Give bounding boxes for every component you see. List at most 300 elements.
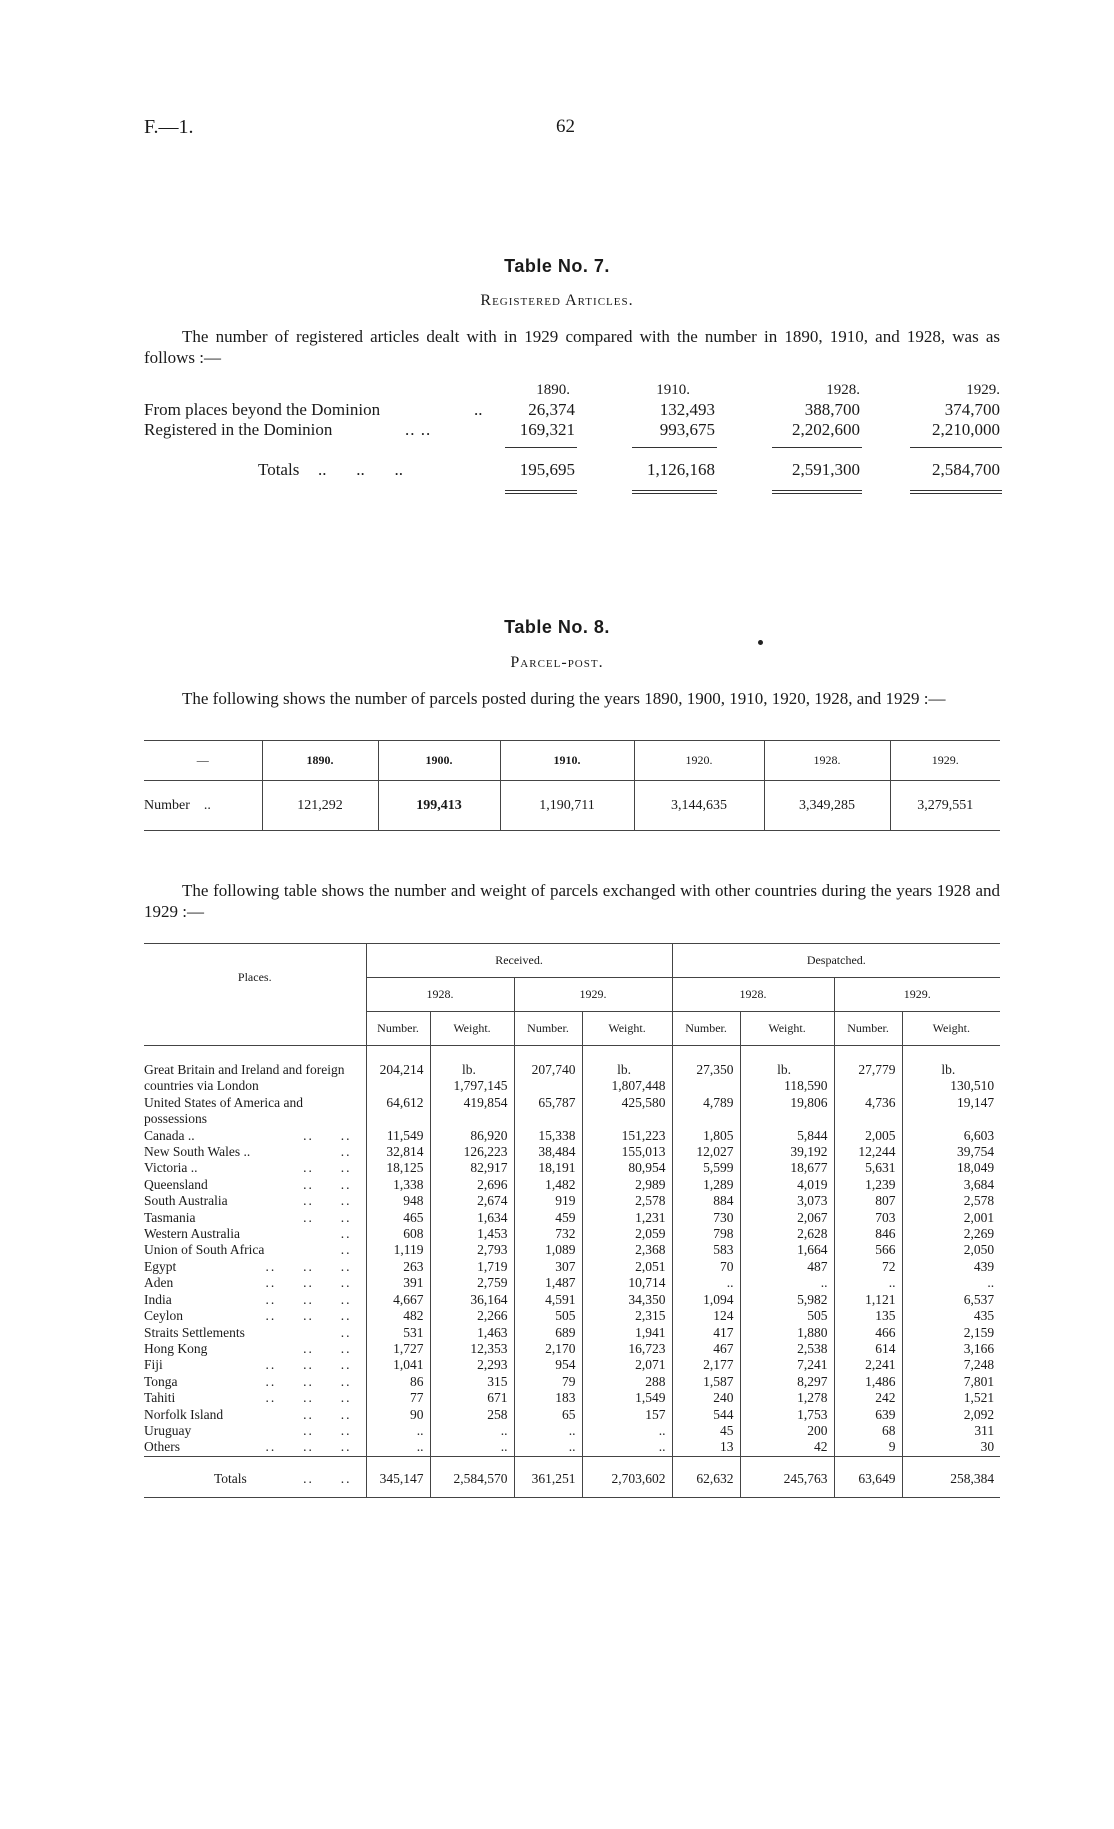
table-row — [144, 1259, 1000, 1275]
year-header: 1929. — [890, 741, 1000, 781]
row-leader: .. .. .. — [265, 1390, 352, 1406]
cell-value: 2,578 — [963, 1193, 995, 1209]
number-cell — [366, 1275, 430, 1291]
header-row — [144, 1012, 1000, 1046]
place-cell — [144, 1177, 366, 1193]
number-cell — [366, 1242, 430, 1258]
number-cell — [366, 1357, 430, 1373]
cell-value: 419,854 — [463, 1094, 508, 1110]
number-cell — [514, 1341, 582, 1357]
place-cell — [144, 1325, 366, 1341]
place-cell — [144, 1341, 366, 1357]
weight-cell — [582, 1407, 672, 1423]
place-cell — [144, 1226, 366, 1242]
cell-value: .. — [568, 1422, 576, 1438]
ink-dot — [758, 640, 763, 645]
cell-value: 7,248 — [963, 1357, 995, 1373]
cell-value: 39,192 — [790, 1144, 828, 1160]
weight-cell — [902, 1242, 1000, 1258]
cell-value: 391 — [403, 1275, 424, 1291]
place-name: Tahiti — [144, 1390, 176, 1406]
value-cell: 1,190,711 — [500, 781, 634, 831]
table8-subtitle: Parcel-post. — [510, 654, 604, 671]
cell-value: 4,736 — [865, 1094, 896, 1110]
number-cell — [834, 1275, 902, 1291]
cell-value: 307 — [555, 1258, 576, 1274]
total-cell: 245,763 — [740, 1456, 834, 1497]
cell-value: 1,634 — [477, 1209, 508, 1225]
cell-value: 2,293 — [477, 1357, 508, 1373]
total-cell: 258,384 — [902, 1456, 1000, 1497]
totals-label: Totals — [214, 1470, 247, 1486]
cell-1928: 2,202,600 — [792, 420, 860, 439]
year-1910: 1910. — [656, 382, 690, 398]
totals-label-cell — [144, 1456, 366, 1497]
weight-cell — [582, 1177, 672, 1193]
row-leader: .. .. — [303, 1422, 352, 1438]
cell-value: 2,071 — [635, 1357, 666, 1373]
number-cell — [366, 1193, 430, 1209]
cell-value: 1,797,145 — [453, 1078, 508, 1094]
weight-cell — [902, 1226, 1000, 1242]
cell-value: 151,223 — [621, 1127, 666, 1143]
weight-cell — [740, 1341, 834, 1357]
weight-cell — [740, 1144, 834, 1160]
weight-cell — [582, 1160, 672, 1176]
year-1929: 1929. — [966, 382, 1000, 398]
cell-value: 531 — [403, 1324, 424, 1340]
row-leader: .. .. .. — [265, 1291, 352, 1307]
cell-value: 1,453 — [477, 1226, 508, 1242]
weight-cell — [430, 1177, 514, 1193]
weight-cell — [902, 1128, 1000, 1144]
place-cell — [144, 1144, 366, 1160]
cell-value: 13 — [720, 1439, 734, 1455]
cell-value: 1,239 — [865, 1176, 896, 1192]
cell-value: 3,684 — [963, 1176, 995, 1192]
place-name: Hong Kong — [144, 1340, 208, 1356]
cell-value: 10,714 — [628, 1275, 666, 1291]
table7-year-header — [0, 380, 1114, 400]
cell-value: .. — [987, 1275, 995, 1291]
cell-value: 42 — [814, 1439, 828, 1455]
number-cell — [672, 1095, 740, 1128]
cell-value: 1,807,448 — [611, 1078, 666, 1094]
cell-value: 288 — [645, 1373, 666, 1389]
weight-cell — [902, 1439, 1000, 1456]
cell-value: 9 — [888, 1439, 896, 1455]
totals-label: Totals — [258, 460, 300, 479]
place-cell — [144, 1210, 366, 1226]
cell-value: 135 — [875, 1308, 896, 1324]
cell-value: 30 — [980, 1439, 995, 1455]
weight-cell — [740, 1193, 834, 1209]
number-cell — [514, 1095, 582, 1128]
despatched-header: Despatched. — [672, 944, 1000, 978]
totals-leader: .. .. .. — [318, 460, 403, 479]
place-cell — [144, 1193, 366, 1209]
total-1910: 1,126,168 — [647, 460, 715, 479]
weight-cell — [582, 1325, 672, 1341]
value-cell: 3,279,551 — [890, 781, 1000, 831]
number-cell — [366, 1325, 430, 1341]
cell-value: 27,779 — [858, 1062, 896, 1077]
row-leader: .. .. — [303, 1209, 352, 1225]
unit-label: lb. — [777, 1062, 791, 1077]
row-leader: .. .. — [303, 1127, 352, 1143]
cell-1890: 169,321 — [519, 420, 575, 439]
weight-cell — [740, 1275, 834, 1291]
cell-value: 1,941 — [635, 1324, 666, 1340]
cell-value: 38,484 — [538, 1144, 576, 1160]
cell-value: 80,954 — [628, 1160, 666, 1176]
place-cell — [144, 1095, 366, 1128]
cell-value: 7,241 — [797, 1357, 828, 1373]
number-cell — [514, 1390, 582, 1406]
row-leader: .. .. — [303, 1406, 352, 1422]
row-leader: .. .. — [303, 1160, 352, 1176]
weight-cell — [582, 1193, 672, 1209]
weight-cell — [430, 1439, 514, 1456]
table-row — [144, 1390, 1000, 1406]
cell-value: 1,805 — [703, 1127, 734, 1143]
cell-value: 482 — [403, 1308, 424, 1324]
weight-cell — [582, 1275, 672, 1291]
cell-value: 200 — [807, 1422, 828, 1438]
cell-value: 2,696 — [477, 1176, 508, 1192]
place-cell — [144, 1390, 366, 1406]
cell-value: .. — [658, 1422, 666, 1438]
weight-cell — [430, 1275, 514, 1291]
weight-cell — [430, 1341, 514, 1357]
places-header: Places. — [237, 970, 272, 985]
number-cell — [672, 1407, 740, 1423]
weight-cell — [902, 1095, 1000, 1128]
place-cell — [144, 1160, 366, 1176]
cell-value: 6,603 — [963, 1127, 995, 1143]
cell-value: 90 — [410, 1406, 424, 1422]
place-name: Tasmania — [144, 1209, 196, 1225]
cell-value: 207,740 — [531, 1062, 576, 1077]
cell-value: 1,278 — [797, 1390, 828, 1406]
row-leader: .. .. — [303, 1193, 352, 1209]
number-cell — [672, 1341, 740, 1357]
number-cell — [366, 1144, 430, 1160]
cell-value: 2,793 — [477, 1242, 508, 1258]
year-1928: 1928. — [826, 382, 860, 398]
weight-cell — [582, 1210, 672, 1226]
cell-value: 2,538 — [797, 1340, 828, 1356]
cell-value: .. — [658, 1439, 666, 1455]
row-label — [144, 781, 262, 831]
table7-intro-text: The number of registered articles dealt with in 1929 compared with the number in 1890, 1910, and 1928, was as follows :— — [144, 327, 1000, 367]
place-name: Fiji — [144, 1357, 163, 1373]
cell-value: 1,482 — [545, 1176, 576, 1192]
corner-cell: — — [196, 753, 209, 767]
place-cell — [144, 1308, 366, 1324]
weight-cell — [902, 1259, 1000, 1275]
table-row — [144, 1357, 1000, 1373]
cell-value: 18,125 — [386, 1160, 424, 1176]
weight-cell — [902, 1144, 1000, 1160]
cell-value: 68 — [882, 1422, 896, 1438]
total-cell: 2,584,570 — [430, 1456, 514, 1497]
place-cell — [144, 1439, 366, 1456]
year-header: 1929. — [834, 978, 1000, 1012]
number-cell — [514, 1292, 582, 1308]
cell-value: 86 — [410, 1373, 424, 1389]
weight-cell — [902, 1177, 1000, 1193]
number-cell — [366, 1128, 430, 1144]
cell-value: 1,880 — [797, 1324, 828, 1340]
cell-value: 242 — [875, 1390, 896, 1406]
weight-cell — [582, 1439, 672, 1456]
cell-value: 2,067 — [797, 1209, 828, 1225]
weight-cell — [902, 1407, 1000, 1423]
weight-cell — [902, 1292, 1000, 1308]
cell-value: 417 — [713, 1324, 734, 1340]
number-cell — [834, 1308, 902, 1324]
weight-header: Weight. — [430, 1012, 514, 1046]
weight-cell — [430, 1308, 514, 1324]
table7-row — [0, 400, 1114, 420]
cell-value: 639 — [875, 1406, 896, 1422]
number-cell — [514, 1259, 582, 1275]
cell-value: 505 — [807, 1308, 828, 1324]
weight-cell — [902, 1275, 1000, 1291]
year-header: 1928. — [366, 978, 514, 1012]
weight-cell — [582, 1390, 672, 1406]
cell-value: 1,549 — [635, 1390, 666, 1406]
place-cell — [144, 1374, 366, 1390]
weight-cell — [430, 1357, 514, 1373]
weight-header: Weight. — [740, 1012, 834, 1046]
cell-value: 608 — [403, 1226, 424, 1242]
place-name: Aden — [144, 1275, 174, 1291]
number-cell — [514, 1439, 582, 1456]
cell-value: 465 — [403, 1209, 424, 1225]
cell-value: 1,089 — [545, 1242, 576, 1258]
weight-cell — [430, 1407, 514, 1423]
cell-value: 730 — [713, 1209, 734, 1225]
table8-intro — [144, 688, 1000, 709]
cell-value: 2,269 — [963, 1226, 995, 1242]
place-name: Norfolk Island — [144, 1406, 224, 1422]
cell-value: 183 — [555, 1390, 576, 1406]
table-row — [144, 1193, 1000, 1209]
cell-value: 155,013 — [621, 1144, 666, 1160]
unit-label: lb. — [941, 1062, 956, 1077]
cell-value: 19,806 — [790, 1094, 828, 1110]
cell-value: 1,463 — [477, 1324, 508, 1340]
cell-value: .. — [500, 1439, 508, 1455]
cell-value: 5,631 — [865, 1160, 896, 1176]
cell-value: 72 — [882, 1258, 896, 1274]
cell-value: 263 — [403, 1258, 424, 1274]
number-cell — [834, 1144, 902, 1160]
number-header: Number. — [834, 1012, 902, 1046]
cell-value: 4,591 — [545, 1291, 576, 1307]
weight-cell — [902, 1325, 1000, 1341]
weight-cell — [740, 1242, 834, 1258]
cell-value: 1,289 — [703, 1176, 734, 1192]
cell-value: .. — [726, 1275, 734, 1291]
weight-cell — [430, 1242, 514, 1258]
weight-cell — [430, 1325, 514, 1341]
number-cell — [672, 1210, 740, 1226]
row-leader: .. .. — [303, 1176, 352, 1192]
row-leader: .. .. — [405, 420, 432, 439]
place-name: Straits Settlements — [144, 1324, 245, 1340]
number-cell — [834, 1292, 902, 1308]
weight-cell — [740, 1160, 834, 1176]
cell-value: 130,510 — [950, 1078, 995, 1094]
exchange-intro-text: The following table shows the number and weight of parcels exchanged with other countries during the years 1928 and 1929 :— — [144, 881, 1000, 921]
cell-value: 2,159 — [963, 1324, 995, 1340]
unit-label: lb. — [617, 1062, 631, 1077]
cell-value: 566 — [875, 1242, 896, 1258]
total-1928: 2,591,300 — [792, 460, 860, 479]
number-cell — [514, 1407, 582, 1423]
weight-cell — [902, 1374, 1000, 1390]
number-header: Number. — [514, 1012, 582, 1046]
place-name: South Australia — [144, 1193, 228, 1209]
place-name: Tonga — [144, 1373, 178, 1389]
weight-cell — [430, 1374, 514, 1390]
row-label: From places beyond the Dominion — [144, 400, 381, 419]
number-cell — [366, 1341, 430, 1357]
cell-value: .. — [820, 1275, 828, 1291]
weight-cell — [740, 1128, 834, 1144]
cell-1929: 374,700 — [944, 400, 1000, 419]
table-row — [144, 781, 1000, 831]
cell-1890: 26,374 — [528, 400, 575, 419]
cell-1910: 132,493 — [659, 400, 715, 419]
cell-value: 12,244 — [858, 1144, 896, 1160]
weight-cell — [430, 1193, 514, 1209]
cell-value: 11,549 — [386, 1127, 424, 1143]
cell-value: 2,578 — [635, 1193, 666, 1209]
number-cell — [514, 1423, 582, 1439]
number-cell — [514, 1357, 582, 1373]
number-cell — [514, 1177, 582, 1193]
weight-cell — [902, 1046, 1000, 1095]
place-name: Egypt — [144, 1258, 177, 1274]
number-cell — [834, 1128, 902, 1144]
table-row — [144, 1177, 1000, 1193]
cell-value: 15,338 — [538, 1127, 576, 1143]
cell-value: 614 — [875, 1340, 896, 1356]
number-cell — [366, 1259, 430, 1275]
number-cell — [834, 1210, 902, 1226]
number-cell — [366, 1423, 430, 1439]
table7-totals — [0, 460, 1114, 480]
number-cell — [672, 1439, 740, 1456]
weight-cell — [430, 1095, 514, 1128]
number-cell — [834, 1407, 902, 1423]
table-row — [144, 1308, 1000, 1324]
weight-cell — [582, 1128, 672, 1144]
row-leader: .. — [474, 400, 483, 419]
number-cell — [514, 1242, 582, 1258]
weight-cell — [582, 1308, 672, 1324]
place-cell — [144, 1046, 366, 1095]
number-cell — [366, 1292, 430, 1308]
place-name: Union of South Africa — [144, 1242, 265, 1258]
cell-value: 126,223 — [463, 1144, 508, 1160]
row-leader: .. .. — [303, 1340, 352, 1356]
row-leader: .. .. .. — [265, 1357, 352, 1373]
cell-value: 884 — [713, 1193, 734, 1209]
table-row — [144, 1341, 1000, 1357]
weight-cell — [902, 1390, 1000, 1406]
cell-value: 3,073 — [797, 1193, 828, 1209]
value-cell: 3,349,285 — [764, 781, 890, 831]
total-cell: 2,703,602 — [582, 1456, 672, 1497]
weight-cell — [582, 1259, 672, 1275]
cell-value: 82,917 — [470, 1160, 508, 1176]
weight-cell — [430, 1128, 514, 1144]
weight-cell — [740, 1177, 834, 1193]
number-cell — [834, 1242, 902, 1258]
cell-value: 6,537 — [963, 1291, 995, 1307]
number-cell — [834, 1226, 902, 1242]
number-cell — [366, 1439, 430, 1456]
place-name: Victoria .. — [144, 1160, 198, 1176]
cell-value: 18,191 — [538, 1160, 576, 1176]
cell-value: 505 — [555, 1308, 576, 1324]
row-leader: .. — [340, 1242, 352, 1258]
cell-value: 315 — [487, 1373, 508, 1389]
weight-cell — [740, 1374, 834, 1390]
weight-cell — [430, 1046, 514, 1095]
place-name: New South Wales .. — [144, 1144, 251, 1160]
weight-cell — [582, 1423, 672, 1439]
cell-value: 5,982 — [797, 1291, 828, 1307]
weight-cell — [740, 1390, 834, 1406]
cell-value: 2,989 — [635, 1176, 666, 1192]
cell-value: 1,664 — [797, 1242, 828, 1258]
number-cell — [672, 1177, 740, 1193]
cell-value: .. — [500, 1422, 508, 1438]
cell-value: 240 — [713, 1390, 734, 1406]
cell-value: 39,754 — [956, 1144, 995, 1160]
cell-value: 311 — [974, 1422, 995, 1438]
cell-value: 19,147 — [956, 1094, 995, 1110]
cell-value: 1,338 — [393, 1176, 424, 1192]
exchange-intro — [144, 880, 1000, 922]
number-cell — [672, 1226, 740, 1242]
cell-1910: 993,675 — [659, 420, 715, 439]
cell-value: 439 — [973, 1258, 995, 1274]
weight-cell — [902, 1423, 1000, 1439]
number-cell — [366, 1374, 430, 1390]
row-label: Registered in the Dominion — [144, 420, 333, 439]
place-cell — [144, 1292, 366, 1308]
year-header: 1928. — [764, 741, 890, 781]
cell-value: 12,353 — [470, 1340, 508, 1356]
totals-row — [144, 1456, 1000, 1497]
number-cell — [672, 1357, 740, 1373]
table-row — [144, 1423, 1000, 1439]
weight-cell — [902, 1210, 1000, 1226]
cell-value: 846 — [875, 1226, 896, 1242]
number-cell — [672, 1128, 740, 1144]
weight-cell — [902, 1193, 1000, 1209]
weight-cell — [582, 1226, 672, 1242]
weight-cell — [430, 1423, 514, 1439]
row-leader: .. .. .. — [265, 1275, 352, 1291]
